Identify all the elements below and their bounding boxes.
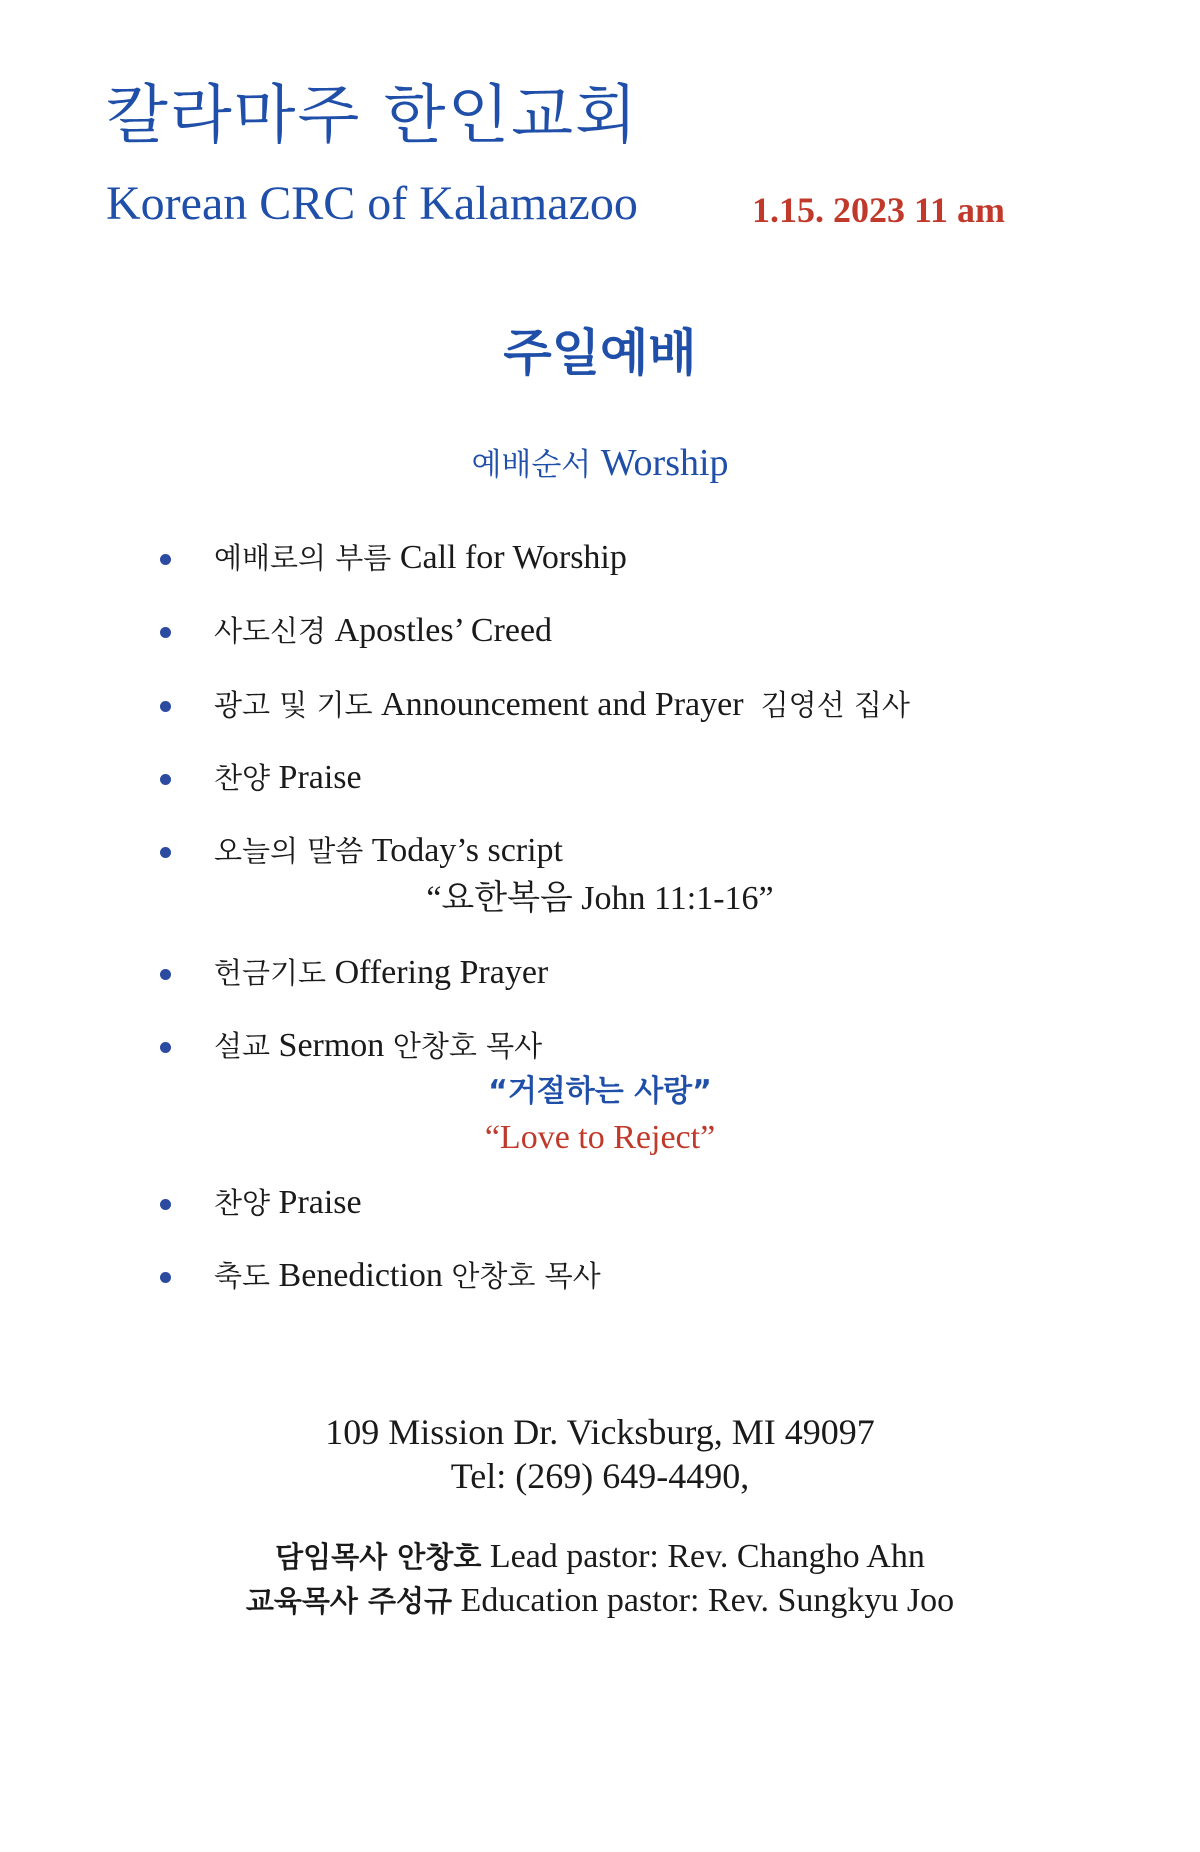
church-name-english: Korean CRC of Kalamazoo (106, 177, 638, 230)
service-title: 주일예배 (503, 324, 697, 382)
bullet-icon (160, 847, 171, 858)
education-pastor-line (0, 1579, 1200, 1623)
order-heading-english: Worship (600, 442, 729, 484)
order-item-english: Today’s script (371, 832, 563, 869)
bullet-icon (160, 554, 171, 565)
church-address: 109 Mission Dr. Vicksburg, MI 49097 (325, 1412, 875, 1452)
order-item-korean: 사도신경 (214, 614, 327, 648)
lead-pastor-english: Lead pastor: Rev. Changho Ahn (489, 1538, 925, 1575)
church-phone: Tel: (269) 649-4490, (450, 1456, 750, 1496)
scripture-reference: “요한복음 John 11:1-16” (426, 880, 774, 917)
education-pastor-english: Education pastor: Rev. Sungkyu Joo (460, 1582, 955, 1619)
order-item-english: Praise (278, 759, 362, 796)
order-item-korean: 찬양 (214, 761, 271, 795)
order-item-person: 안창호 목사 (451, 1259, 601, 1293)
order-item-english: Praise (278, 1184, 362, 1221)
church-name-korean: 칼라마주 한인교회 (106, 79, 639, 153)
order-item-korean: 오늘의 말씀 (214, 834, 364, 868)
education-pastor-korean: 교육목사 주성규 (245, 1584, 453, 1618)
order-item-korean: 찬양 (214, 1186, 271, 1220)
bullet-icon (160, 1042, 171, 1053)
sermon-title-english: “Love to Reject” (484, 1119, 716, 1156)
order-item-english: Sermon (278, 1027, 385, 1064)
order-heading-korean: 예배순서 (471, 447, 592, 483)
order-item-korean: 설교 (214, 1029, 271, 1063)
order-item-english: Call for Worship (399, 539, 627, 576)
order-item-english: Benediction (278, 1257, 443, 1294)
bullet-icon (160, 1199, 171, 1210)
order-item-korean: 예배로의 부름 (214, 541, 392, 575)
bullet-icon (160, 627, 171, 638)
bullet-icon (160, 701, 171, 712)
order-item-korean: 축도 (214, 1259, 271, 1293)
lead-pastor-korean: 담임목사 안창호 (275, 1540, 482, 1574)
order-item-english: Apostles’ Creed (334, 612, 553, 649)
order-item-english: Offering Prayer (334, 954, 549, 991)
bullet-icon (160, 774, 171, 785)
order-item-korean: 헌금기도 (214, 956, 327, 990)
service-date: 1.15. 2023 11 am (752, 190, 1006, 230)
order-item-person: 안창호 목사 (392, 1029, 543, 1063)
order-item-english: Announcement and Prayer (381, 686, 744, 723)
contact-block (0, 1410, 1200, 1498)
sermon-title-korean: “거절하는 사랑” (488, 1074, 712, 1109)
order-item-person: 김영선 집사 (760, 688, 910, 722)
bullet-icon (160, 969, 171, 980)
lead-pastor-line (0, 1535, 1200, 1579)
bullet-icon (160, 1272, 171, 1283)
pastor-block (0, 1535, 1200, 1623)
order-item-korean: 광고 및 기도 (214, 688, 373, 722)
